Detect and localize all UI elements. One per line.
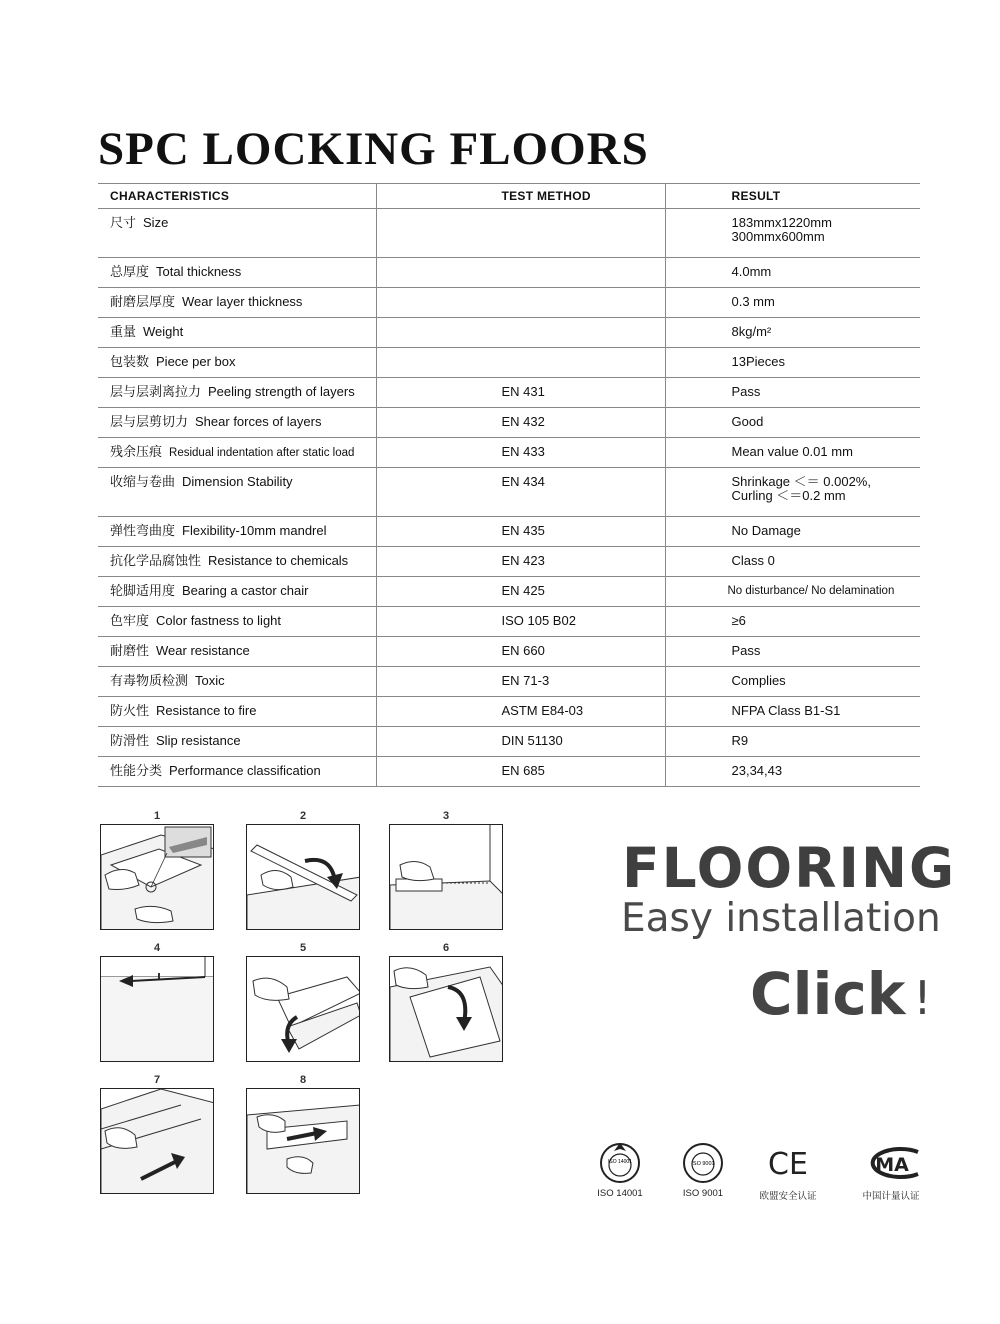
result-value: ≥6 — [731, 613, 746, 628]
cert-caption: 中国计量认证 — [862, 1191, 920, 1202]
characteristic-en: Slip resistance — [156, 733, 241, 748]
test-method-cell — [376, 258, 665, 288]
step-number: 6 — [442, 942, 450, 954]
step-number: 5 — [299, 942, 307, 954]
characteristic-cn: 耐磨性 — [110, 643, 150, 658]
step-illustration — [246, 824, 360, 930]
promo-click-mark: ! — [913, 971, 932, 1025]
test-method-cell: DIN 51130 — [376, 727, 665, 757]
result-cell — [665, 288, 920, 318]
step-number: 4 — [153, 942, 161, 954]
table-row — [98, 258, 920, 288]
table-row — [98, 697, 920, 727]
step-illustration — [100, 824, 214, 930]
test-method-cell — [376, 348, 665, 378]
step-number: 1 — [153, 810, 161, 822]
table-row — [98, 468, 920, 517]
characteristic-cn: 层与层剪切力 — [110, 414, 189, 429]
characteristic-en: Flexibility-10mm mandrel — [182, 523, 327, 538]
test-method-cell — [376, 209, 665, 258]
result-value: 13Pieces — [731, 354, 785, 369]
table-row — [98, 318, 920, 348]
characteristic-cn: 尺寸 — [110, 215, 137, 230]
test-method-cell: EN 660 — [376, 637, 665, 667]
cma-mark-icon — [856, 1140, 926, 1186]
test-method-cell: EN 425 — [376, 577, 665, 607]
installation-steps — [100, 810, 520, 1210]
table-row — [98, 637, 920, 667]
table-row — [98, 378, 920, 408]
result-cell — [665, 607, 920, 637]
table-row — [98, 438, 920, 468]
result-value-2: 300mmx600mm — [731, 229, 825, 244]
characteristic-en: Residual indentation after static load — [169, 447, 355, 459]
promo-heading: FLOORING — [622, 836, 957, 900]
characteristic-cn: 色牢度 — [110, 613, 150, 628]
result-cell — [665, 408, 920, 438]
col-header-test-method: TEST METHOD — [376, 184, 665, 209]
result-cell — [665, 727, 920, 757]
table-row — [98, 209, 920, 258]
iso-9001-seal-icon — [668, 1140, 738, 1186]
cert-ce — [753, 1140, 823, 1202]
characteristic-cn: 层与层剥离拉力 — [110, 384, 202, 399]
table-row — [98, 288, 920, 318]
svg-text:ISO 14001: ISO 14001 — [608, 1159, 632, 1165]
test-method-cell: EN 685 — [376, 757, 665, 787]
result-cell — [665, 577, 920, 607]
result-cell — [665, 258, 920, 288]
characteristic-cell — [98, 517, 376, 547]
result-cell — [665, 348, 920, 378]
test-method-cell: EN 435 — [376, 517, 665, 547]
step-illustration — [100, 1088, 214, 1194]
characteristic-en: Wear layer thickness — [182, 294, 303, 309]
table-header-row — [98, 184, 920, 209]
svg-text:CE: CE — [768, 1147, 808, 1182]
cert-caption: 欧盟安全认证 — [759, 1191, 817, 1202]
result-cell — [665, 697, 920, 727]
result-value: Shrinkage ＜＝ 0.002%, — [731, 474, 871, 489]
characteristic-cell — [98, 468, 376, 517]
table-row — [98, 607, 920, 637]
test-method-cell: EN 71-3 — [376, 667, 665, 697]
result-value: Mean value 0.01 mm — [731, 444, 853, 459]
result-value: 23,34,43 — [731, 763, 783, 778]
characteristic-en: Piece per box — [156, 354, 236, 369]
characteristic-en: Dimension Stability — [182, 474, 293, 489]
characteristic-cell — [98, 577, 376, 607]
characteristic-cell — [98, 438, 376, 468]
col-header-characteristics: CHARACTERISTICS — [98, 184, 376, 209]
result-value: 8kg/m² — [731, 324, 772, 339]
step-number: 8 — [299, 1074, 307, 1086]
test-method-cell — [376, 318, 665, 348]
step-illustration — [389, 956, 503, 1062]
step-number: 2 — [299, 810, 307, 822]
table-row — [98, 348, 920, 378]
characteristic-cell — [98, 408, 376, 438]
table-row — [98, 667, 920, 697]
characteristic-cell — [98, 607, 376, 637]
iso-14001-seal-icon — [585, 1140, 655, 1186]
table-row — [98, 757, 920, 787]
ce-mark-icon — [753, 1140, 823, 1186]
test-method-cell: ISO 105 B02 — [376, 607, 665, 637]
characteristic-cn: 防滑性 — [110, 733, 150, 748]
page-title: SPC LOCKING FLOORS — [98, 123, 649, 175]
result-value: 183mmx1220mm — [731, 215, 832, 230]
promo-click — [750, 960, 932, 1028]
characteristic-cn: 轮脚适用度 — [110, 583, 176, 598]
result-value: No disturbance/ No delamination — [727, 585, 895, 597]
characteristic-cn: 包装数 — [110, 354, 150, 369]
characteristic-cell — [98, 667, 376, 697]
table-row — [98, 577, 920, 607]
characteristic-cn: 性能分类 — [110, 763, 163, 778]
characteristic-en: Bearing a castor chair — [182, 583, 309, 598]
result-cell — [665, 438, 920, 468]
result-cell — [665, 318, 920, 348]
characteristic-cell — [98, 348, 376, 378]
characteristic-cn: 重量 — [110, 324, 137, 339]
step-number: 3 — [442, 810, 450, 822]
result-cell — [665, 517, 920, 547]
characteristic-cell — [98, 378, 376, 408]
test-method-cell: EN 432 — [376, 408, 665, 438]
characteristic-cell — [98, 209, 376, 258]
test-method-cell: EN 431 — [376, 378, 665, 408]
characteristic-cn: 残余压痕 — [110, 444, 163, 459]
cert-iso-9001 — [668, 1140, 738, 1199]
characteristic-en: Size — [143, 215, 169, 230]
characteristic-en: Performance classification — [169, 763, 321, 778]
characteristic-cell — [98, 288, 376, 318]
result-cell — [665, 209, 920, 258]
promo-click-word: Click — [750, 960, 906, 1028]
result-cell — [665, 667, 920, 697]
step-number: 7 — [153, 1074, 161, 1086]
step-illustration — [389, 824, 503, 930]
test-method-cell: EN 423 — [376, 547, 665, 577]
test-method-cell: ASTM E84-03 — [376, 697, 665, 727]
characteristic-cn: 有毒物质检测 — [110, 673, 189, 688]
characteristic-en: Wear resistance — [156, 643, 250, 658]
step-illustration — [246, 956, 360, 1062]
characteristic-cell — [98, 318, 376, 348]
promo-subheading: Easy installation — [621, 896, 941, 941]
table-row — [98, 547, 920, 577]
result-cell — [665, 637, 920, 667]
result-cell — [665, 378, 920, 408]
result-value: Pass — [731, 643, 761, 658]
result-value: R9 — [731, 733, 749, 748]
characteristic-cell — [98, 637, 376, 667]
characteristic-cn: 耐磨层厚度 — [110, 294, 176, 309]
result-value: Class 0 — [731, 553, 775, 568]
characteristic-en: Peeling strength of layers — [208, 384, 355, 399]
characteristic-en: Shear forces of layers — [195, 414, 322, 429]
result-value: 0.3 mm — [731, 294, 775, 309]
characteristic-en: Weight — [143, 324, 184, 339]
step-illustration — [100, 956, 214, 1062]
result-value: Good — [731, 414, 764, 429]
result-cell — [665, 468, 920, 517]
svg-text:MA: MA — [875, 1154, 909, 1176]
cert-iso-14001 — [585, 1140, 655, 1199]
result-value: No Damage — [731, 523, 801, 538]
result-value: Complies — [731, 673, 786, 688]
characteristic-cn: 弹性弯曲度 — [110, 523, 176, 538]
spec-table — [98, 183, 920, 787]
step-illustration — [246, 1088, 360, 1194]
characteristic-en: Resistance to chemicals — [208, 553, 349, 568]
result-value-2: Curling ＜＝0.2 mm — [731, 488, 846, 503]
svg-text:ISO 9001: ISO 9001 — [691, 1161, 715, 1167]
characteristic-en: Toxic — [195, 673, 225, 688]
cert-caption: ISO 9001 — [682, 1188, 724, 1199]
characteristic-en: Total thickness — [156, 264, 242, 279]
characteristic-cn: 防火性 — [110, 703, 150, 718]
test-method-cell — [376, 288, 665, 318]
characteristic-cell — [98, 727, 376, 757]
characteristic-en: Color fastness to light — [156, 613, 282, 628]
test-method-cell: EN 433 — [376, 438, 665, 468]
characteristic-cell — [98, 547, 376, 577]
table-row — [98, 517, 920, 547]
spec-table-body — [98, 209, 920, 787]
test-method-cell: EN 434 — [376, 468, 665, 517]
result-cell — [665, 547, 920, 577]
characteristic-cn: 收缩与卷曲 — [110, 474, 176, 489]
characteristic-cell — [98, 258, 376, 288]
table-row — [98, 408, 920, 438]
cert-cma — [856, 1140, 926, 1202]
cert-caption: ISO 14001 — [597, 1188, 643, 1199]
characteristic-cell — [98, 757, 376, 787]
result-value: 4.0mm — [731, 264, 772, 279]
characteristic-cn: 总厚度 — [110, 264, 150, 279]
result-cell — [665, 757, 920, 787]
result-value: Pass — [731, 384, 761, 399]
characteristic-cell — [98, 697, 376, 727]
result-value: NFPA Class B1-S1 — [731, 703, 841, 718]
characteristic-en: Resistance to fire — [156, 703, 257, 718]
col-header-result: RESULT — [665, 184, 920, 209]
table-row — [98, 727, 920, 757]
characteristic-cn: 抗化学品腐蚀性 — [110, 553, 202, 568]
certification-logos — [585, 1140, 935, 1210]
